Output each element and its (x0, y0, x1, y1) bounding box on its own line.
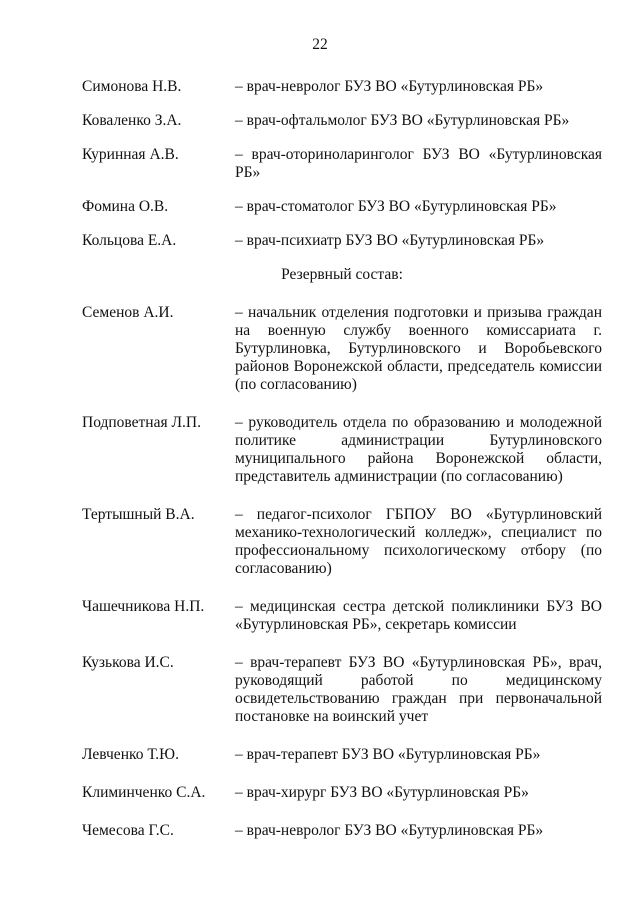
list-item (82, 112, 602, 130)
member-role: – врач-психиатр БУЗ ВО «Бутурлиновская РБ» (235, 232, 545, 249)
list-item (82, 198, 602, 216)
member-name: Подповетная Л.П. (82, 414, 201, 431)
member-role: – начальник отделения подготовки и призыва граждан на военную службу военного комиссариата г. Бутурлиновка, Бутурлиновского и Воробьевского районов Воронежской области, председатель комиссии (по согласованию) (235, 304, 602, 393)
list-item (82, 414, 602, 486)
member-role: – врач-стоматолог БУЗ ВО «Бутурлиновская РБ» (235, 198, 557, 215)
member-role: – медицинская сестра детской поликлиники БУЗ ВО «Бутурлиновская РБ», секретарь комиссии (235, 598, 602, 633)
page-number: 22 (312, 36, 328, 53)
member-role: – врач-терапевт БУЗ ВО «Бутурлиновская РБ» (235, 746, 541, 763)
list-item (82, 146, 602, 182)
list-item (82, 78, 602, 96)
member-role: – врач-невролог БУЗ ВО «Бутурлиновская РБ» (235, 78, 544, 95)
member-role: – врач-невролог БУЗ ВО «Бутурлиновская РБ» (235, 822, 544, 839)
list-item (82, 746, 602, 764)
member-role: – педагог-психолог ГБПОУ ВО «Бутурлиновский механико-технологический колледж», специалист по профессиональному психологическому отбору (по согласованию) (235, 506, 602, 577)
member-name: Куринная А.В. (82, 146, 179, 163)
list-item (82, 506, 602, 578)
member-name: Климинченко С.А. (82, 784, 206, 801)
member-name: Кольцова Е.А. (82, 232, 177, 249)
list-item (82, 784, 602, 802)
member-role: – врач-офтальмолог БУЗ ВО «Бутурлиновская РБ» (235, 112, 570, 129)
member-role: – врач-хирург БУЗ ВО «Бутурлиновская РБ» (235, 784, 529, 801)
member-name: Фомина О.В. (82, 198, 169, 215)
member-name: Левченко Т.Ю. (82, 746, 179, 763)
member-name: Кузькова И.С. (82, 654, 174, 671)
member-name: Коваленко З.А. (82, 112, 182, 129)
member-name: Чемесова Г.С. (82, 822, 174, 839)
list-item (82, 822, 602, 840)
member-name: Тертышный В.А. (82, 506, 195, 523)
commission-list (82, 78, 602, 840)
member-role: – врач-оториноларинголог БУЗ ВО «Бутурлиновская РБ» (235, 146, 602, 181)
reserve-section-title: Резервный состав: (281, 266, 403, 283)
list-item (82, 232, 602, 250)
member-role: – руководитель отдела по образованию и молодежной политике администрации Бутурлиновского муниципального района Воронежской области, представитель администрации (по согласованию) (235, 414, 602, 485)
member-role: – врач-терапевт БУЗ ВО «Бутурлиновская РБ», врач, руководящий работой по медицинскому освидетельствованию граждан при первоначальной постановке на воинский учет (235, 654, 602, 725)
list-item (82, 304, 602, 394)
member-name: Семенов А.И. (82, 304, 174, 321)
list-item (82, 598, 602, 634)
list-item (82, 654, 602, 726)
member-name: Чашечникова Н.П. (82, 598, 205, 615)
member-name: Симонова Н.В. (82, 78, 182, 95)
